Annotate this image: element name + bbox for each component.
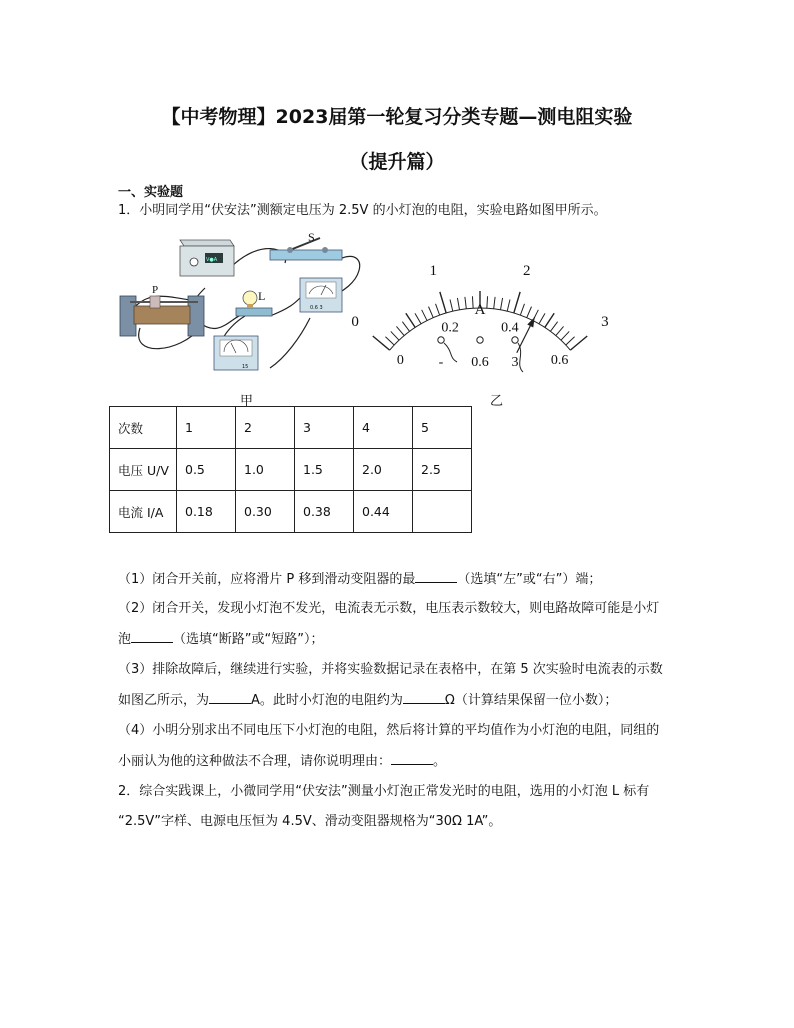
dial-top-label: 3 [601,314,609,331]
table-cell: 电压 U/V [110,449,177,491]
dial-tick [494,297,495,309]
table-cell: 2.0 [354,449,413,491]
dial-tick [520,304,524,315]
text: A。此时小灯泡的电阻约为 [251,693,403,708]
rheostat [120,284,204,336]
text: 。 [433,754,447,769]
sub-question-3-cont [118,691,698,710]
table-cell: 电流 I/A [110,491,177,533]
dial-top-label: 2 [522,262,531,279]
table-cell: 5 [413,407,472,449]
doc-subtitle: （提升篇） [349,151,445,173]
power-text: V●A [206,257,218,263]
dial-top-label: 0 [351,314,359,331]
answer-blank [131,630,173,643]
dial-bottom-label: 0.2 [441,320,459,336]
dial-tick [391,331,399,340]
dial-tick [500,298,502,310]
table-row [110,407,472,449]
dial-tick [422,310,427,321]
dial-top-label: 1 [429,262,438,279]
ammeter-scale: 0.6 3 [310,305,323,311]
dial-tick [457,298,459,310]
ammeter-dial-figure [351,226,609,381]
table-row [110,491,472,533]
dial-tick [556,326,564,335]
wire [444,343,457,362]
sub-question-2: （2）闭合开关，发现小灯泡不发光，电流表无示数，电压表示数较大，则电路故障可能是小灯 [118,601,660,616]
table-cell [413,491,472,533]
sub-question-4: （4）小明分别求出不同电压下小灯泡的电阻，然后将计算的平均值作为小灯泡的电阻，同组的 [118,723,660,738]
wire [518,343,523,372]
dial-tick [539,313,545,323]
text: （1）闭合开关前，应将滑片 P 移到滑动变阻器的最 [118,572,416,587]
dial-tick [561,331,569,340]
table-cell: 0.18 [177,491,236,533]
table-cell: 4 [354,407,413,449]
data-table [109,406,472,533]
lamp [236,289,272,316]
dial-tick [385,337,394,345]
switch [270,230,342,260]
table-cell: 次数 [110,407,177,449]
table-cell: 2 [236,407,295,449]
dial-tick [507,300,510,312]
dial-tick [415,313,421,323]
dial-tick [545,313,554,327]
terminal-label: - [438,355,444,370]
dial-unit: A [474,302,486,318]
table-cell: 1.0 [236,449,295,491]
dial-tick [440,292,446,313]
question-1-intro: 1．小明同学用“伏安法”测额定电压为 2.5V 的小灯泡的电阻，实验电路如图甲所示。 [118,203,607,218]
table-cell: 1.5 [295,449,354,491]
answer-blank [415,570,457,583]
answer-blank [391,752,433,765]
dial-bottom-label: 0 [396,353,404,369]
terminal [438,337,444,343]
text: Ω（计算结果保留一位小数）； [444,693,618,708]
section-heading: 一、实验题 [118,185,184,200]
ammeter [300,278,342,312]
dial-tick [487,296,488,308]
wire [270,298,300,316]
dial-tick [429,307,434,318]
dial-bottom-label: 0.6 [550,353,569,369]
circuit-figure [110,228,370,398]
text: （选填“断路”或“短路”）； [173,632,324,647]
dial-tick [450,300,453,312]
dial-tick [436,304,440,315]
text: （选填“左”或“右”）端； [457,572,602,587]
dial-bottom-label: 0.4 [501,320,519,336]
question-2-line-1: 2．综合实践课上，小微同学用“伏安法”测量小灯泡正常发光时的电阻，选用的小灯泡 L 标有 [118,784,650,799]
dial-tick [514,292,520,313]
dial-tick [550,322,557,332]
text: 如图乙所示，为 [118,693,210,708]
table-cell: 3 [295,407,354,449]
label-l: L [258,289,266,303]
text: 小丽认为他的这种做法不合理，请你说明理由： [118,754,392,769]
dial-tick [527,307,532,318]
sub-question-2-cont [118,630,698,649]
dial-tick [472,296,473,308]
sub-question-1 [118,570,698,589]
terminal-label: 3 [511,355,519,370]
dial-tick [402,322,409,332]
sub-question-4-cont [118,752,698,771]
caption-jia: 甲 [240,394,254,409]
power-supply [180,240,234,276]
dial-tick [566,337,575,345]
dial-tick [396,326,404,335]
table-cell: 0.44 [354,491,413,533]
answer-blank [209,691,251,704]
caption-yi: 乙 [490,394,504,409]
terminal [477,337,483,343]
table-cell: 0.30 [236,491,295,533]
table-row [110,449,472,491]
question-2-line-2: “2.5V”字样、电源电压恒为 4.5V、滑动变阻器规格为“30Ω 1A”。 [118,814,502,829]
table-cell: 0.38 [295,491,354,533]
sub-question-3: （3）排除故障后，继续进行实验，并将实验数据记录在表格中，在第 5 次实验时电流表的示数 [118,662,663,677]
label-p: P [152,284,159,296]
table-cell: 2.5 [413,449,472,491]
table-cell: 1 [177,407,236,449]
answer-blank [403,691,445,704]
wire [270,318,310,368]
text: 泡 [118,632,132,647]
voltmeter [214,336,258,370]
dial-tick [406,313,415,327]
terminal-label: 0.6 [471,355,489,370]
table-cell: 0.5 [177,449,236,491]
dial-tick [465,297,466,309]
label-s: S [308,230,315,244]
doc-title: 【中考物理】2023届第一轮复习分类专题—测电阻实验 [161,106,633,128]
voltmeter-scale: 15 [242,364,249,370]
terminal [512,337,518,343]
